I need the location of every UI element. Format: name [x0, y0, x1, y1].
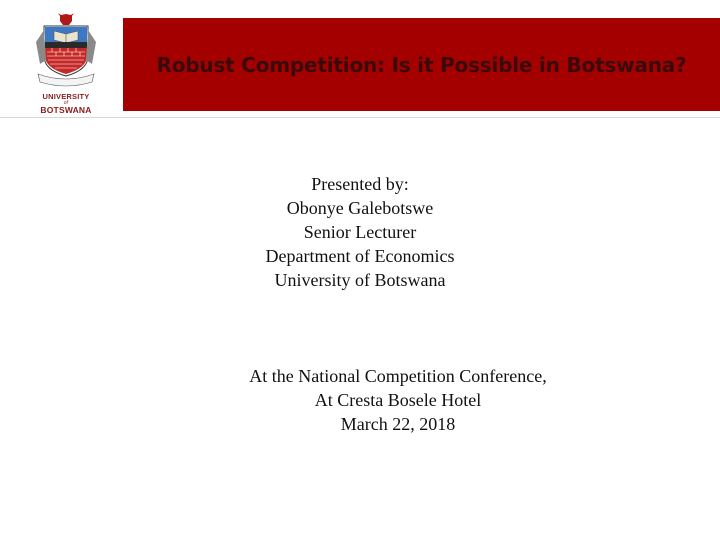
event-block	[160, 364, 636, 436]
header-divider	[0, 117, 720, 118]
presenter-position: Senior Lecturer	[303, 222, 417, 242]
presenter-institution: University of Botswana	[274, 270, 446, 290]
slide-title: Robust Competition: Is it Possible in Botswana?	[156, 52, 687, 77]
logo-line-of: of	[63, 100, 69, 106]
logo-line-university: UNIVERSITY	[42, 92, 90, 101]
presenter-department: Department of Economics	[265, 246, 455, 266]
presenter-block	[200, 172, 520, 292]
university-crest-icon	[30, 12, 102, 92]
university-logo	[30, 12, 102, 116]
presenter-name: Obonye Galebotswe	[286, 198, 434, 218]
presented-by-label: Presented by:	[311, 174, 409, 194]
title-bar	[123, 18, 720, 111]
event-conference: At the National Competition Conference,	[249, 366, 547, 386]
logo-line-botswana: BOTSWANA	[40, 105, 92, 115]
event-date: March 22, 2018	[340, 414, 456, 434]
event-venue: At Cresta Bosele Hotel	[314, 390, 482, 410]
